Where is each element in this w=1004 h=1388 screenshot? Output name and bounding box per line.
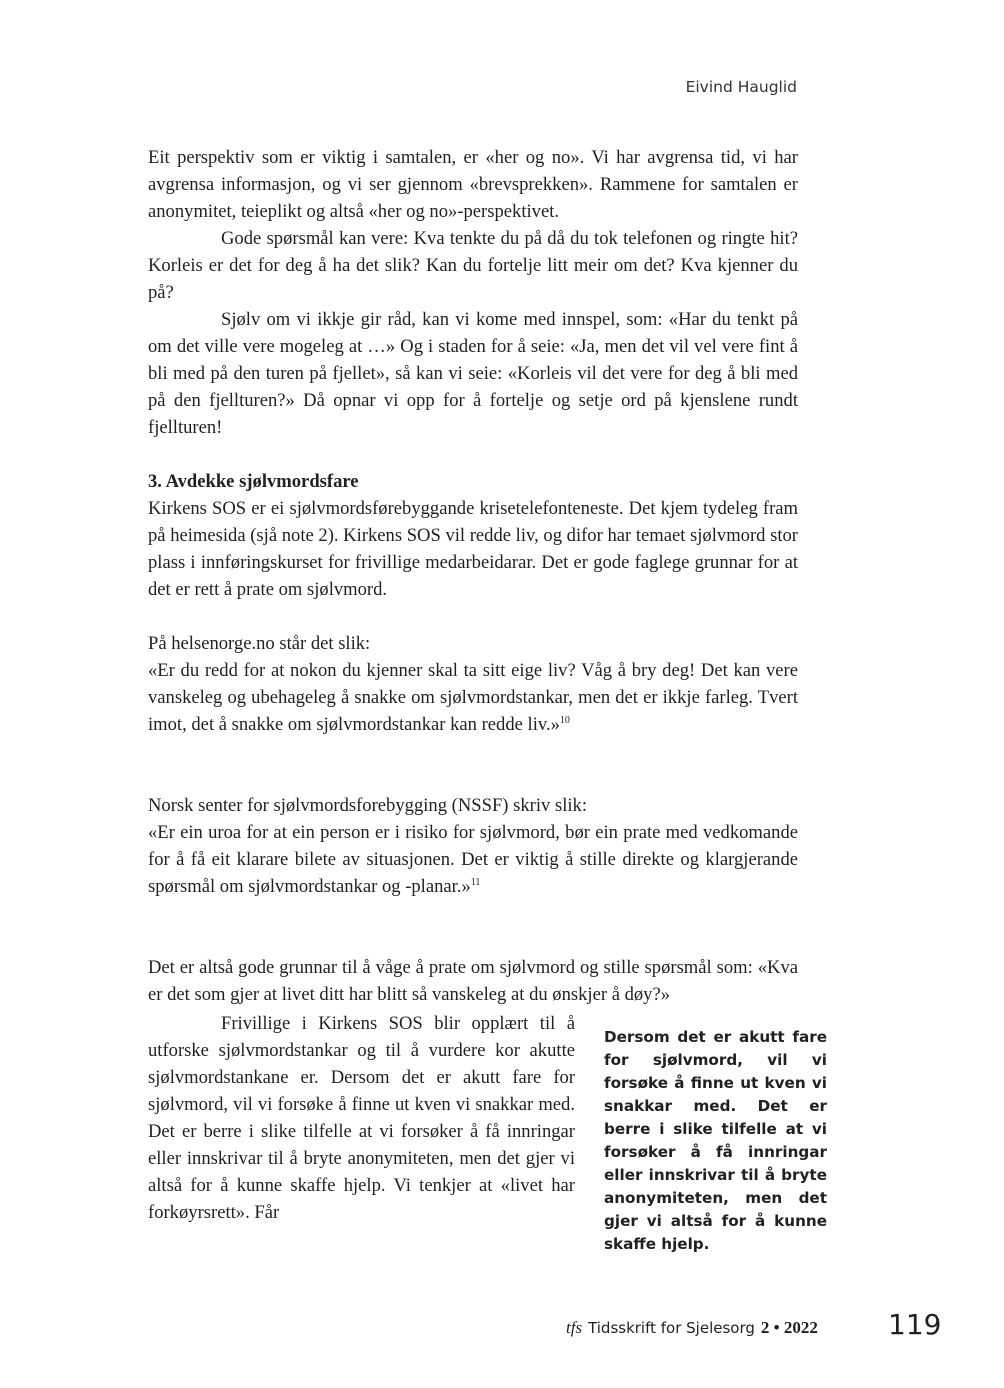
quote-text: «Er ein uroa for at ein person er i risiko for sjølvmord, bør ein prate med vedkomande for å få eit klarare bilete av situasjonen. Det er viktig å stille direkte og klargjerande spørsmål om sjølvmordstankar og -planar.» — [148, 822, 798, 897]
paragraph: Det er altså gode grunnar til å våge å prate om sjølvmord og stille spørsmål som: «Kva er det som gjer at livet ditt har blitt så vanskeleg at du ønskjer å døy?» — [148, 957, 798, 1005]
block-quote — [148, 819, 798, 900]
paragraph-narrow: Frivillige i Kirkens SOS blir opplært til å utforske sjølvmordstankar og til å vurdere kor akutte sjølvmordstankane er. Dersom det er akutt fare for sjølvmord, vil vi forsøke å finne ut kven vi snakkar med. Det er berre i slike tilfelle at vi forsøker å få innringar eller innskrivar til å bryte anonymiteten, men det gjer vi altså for å kunne skaffe hjelp. Vi tenkjer at «livet har forkøyrsrett». Får — [148, 1013, 575, 1223]
footnote-ref: 10 — [559, 715, 570, 726]
footnote-ref: 11 — [470, 877, 481, 888]
pull-quote: Dersom det er akutt fare for sjølvmord, vil vi forsøke å finne ut kven vi snakkar med. Det er berre i slike tilfelle at vi forsøker å få innringar eller innskrivar til å bryte anonymiteten, men det gjer vi altså for å kunne skaffe hjelp. — [604, 1028, 827, 1253]
quote-helsenorge — [148, 630, 798, 738]
paragraph: Sjølv om vi ikkje gir råd, kan vi kome med innspel, som: «Har du tenkt på om det ville vere mogeleg at …» Og i staden for å seie: «Ja, men det vil vel vere fint å bli med på den turen på fjellet», så kan vi seie: «Korleis vil det vere for deg å bli med på den fjellturen?» Då opnar vi opp for å fortelje og setje ord på kjenslene rundt fjellturen! — [148, 309, 798, 438]
quote-intro: På helsenorge.no står det slik: — [148, 633, 371, 654]
section-heading: 3. Avdekke sjølvmordsfare — [148, 471, 359, 492]
quote-intro: Norsk senter for sjølvmordsforebygging (NSSF) skriv slik: — [148, 795, 587, 816]
quote-nssf — [148, 792, 798, 900]
footer-journal — [566, 1318, 818, 1338]
paragraph: Kirkens SOS er ei sjølvmordsførebyggande krisetelefonteneste. Det kjem tydeleg fram på heimesida (sjå note 2). Kirkens SOS vil redde liv, og difor har temaet sjølvmord stor plass i innføringskurset for frivillige medarbeidarar. Det er gode faglege grunnar for at det er rett å prate om sjølvmord. — [148, 498, 798, 600]
journal-abbreviation: tfs — [566, 1318, 583, 1337]
issue-number: 2 • 2022 — [760, 1318, 818, 1337]
quote-text: «Er du redd for at nokon du kjenner skal ta sitt eige liv? Våg å bry deg! Det kan vere vanskeleg og ubehageleg å snakke om sjølvmordstankar, men det er ikkje farleg. Tvert imot, det å snakke om sjølvmordstankar kan redde liv.» — [148, 660, 798, 735]
section-suicide-risk — [148, 468, 798, 603]
block-quote — [148, 657, 798, 738]
page-number: 119 — [888, 1308, 942, 1341]
section-dialogue — [148, 144, 798, 441]
journal-name: Tidsskrift for Sjelesorg — [588, 1319, 755, 1337]
section-closing — [148, 954, 798, 1008]
paragraph: Eit perspektiv som er viktig i samtalen, er «her og no». Vi har avgrensa tid, vi har avgrensa informasjon, og vi ser gjennom «brevsprekken». Rammene for samtalen er anonymitet, teieplikt og altså «her og no»-perspektivet. — [148, 147, 798, 222]
running-header-author: Eivind Hauglid — [685, 78, 797, 96]
paragraph: Gode spørsmål kan vere: Kva tenkte du på då du tok telefonen og ringte hit? Korleis er det for deg å ha det slik? Kan du fortelje litt meir om det? Kva kjenner du på? — [148, 228, 798, 303]
